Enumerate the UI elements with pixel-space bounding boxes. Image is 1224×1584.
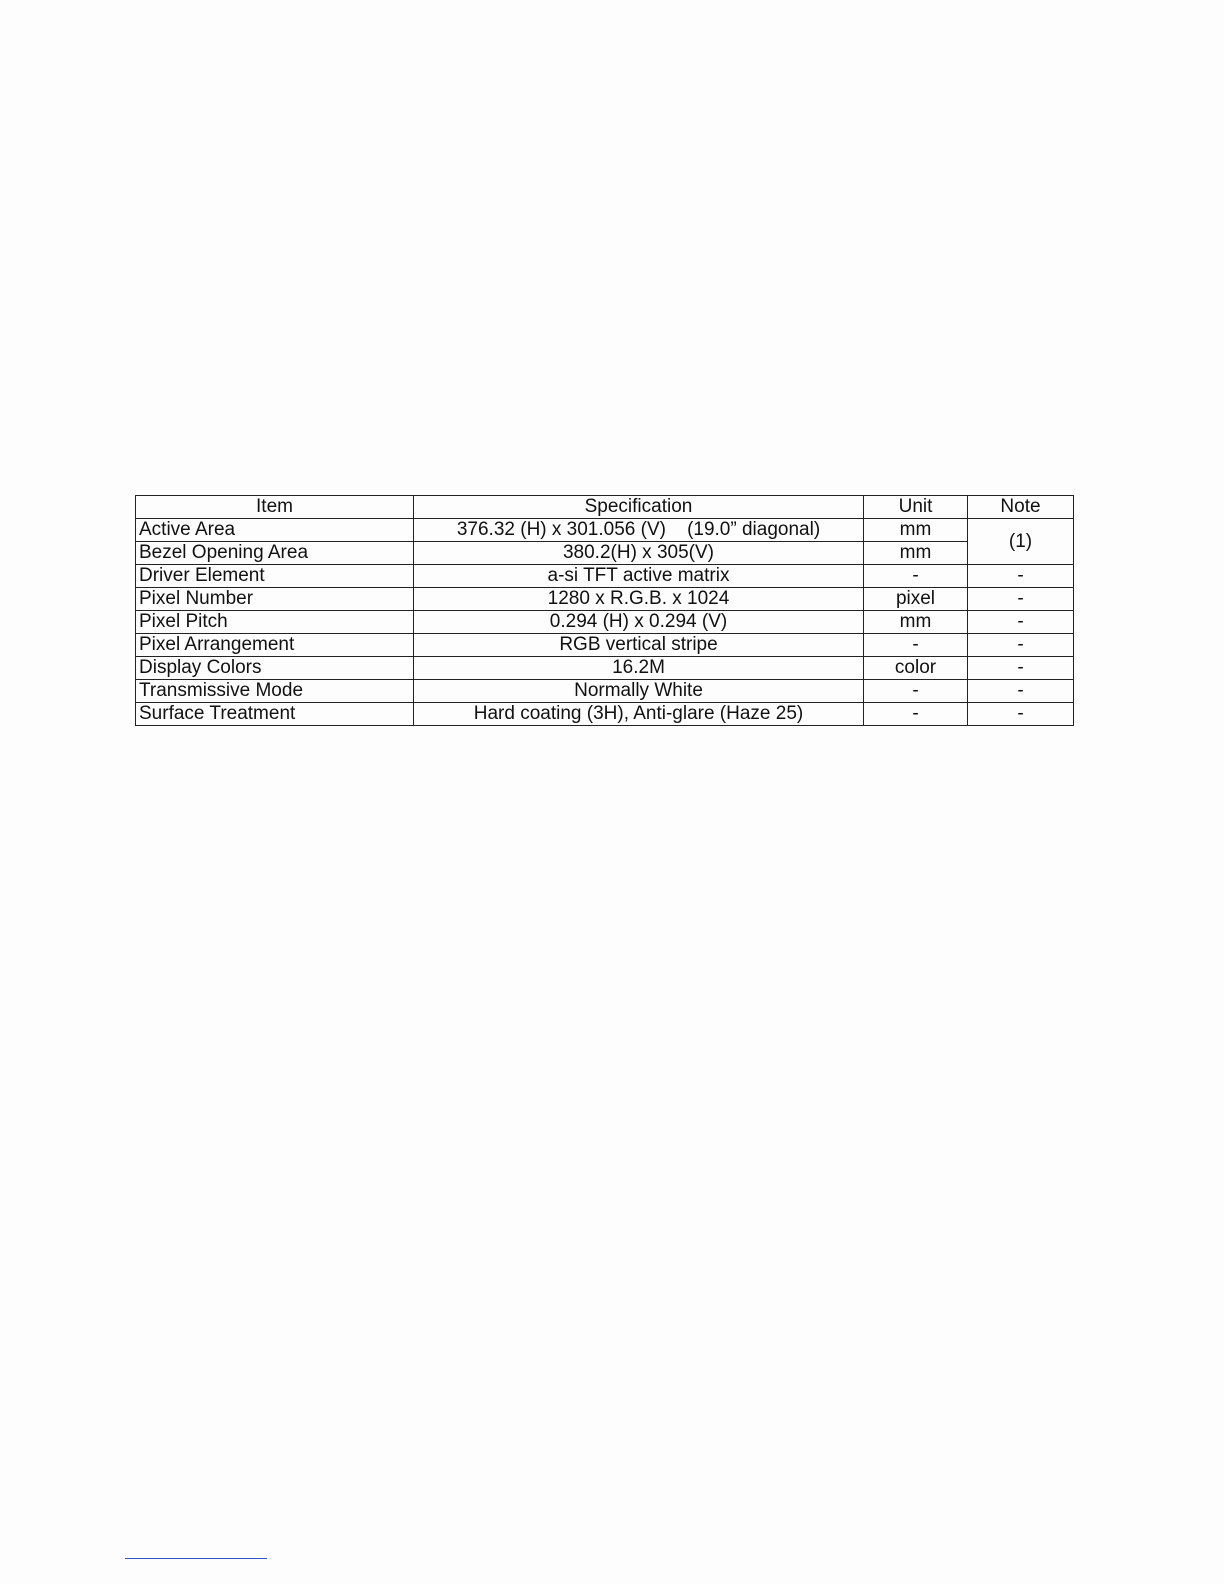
row-note: - <box>968 703 1074 726</box>
table-row <box>136 542 1074 565</box>
table-row <box>136 703 1074 726</box>
table-row <box>136 657 1074 680</box>
row-unit: mm <box>864 611 968 634</box>
row-unit: color <box>864 657 968 680</box>
row-specification: 376.32 (H) x 301.056 (V) (19.0” diagonal) <box>414 519 864 542</box>
row-unit: - <box>864 703 968 726</box>
row-unit: pixel <box>864 588 968 611</box>
footnote-separator <box>125 1558 267 1559</box>
header-note: Note <box>968 496 1074 519</box>
row-specification: 0.294 (H) x 0.294 (V) <box>414 611 864 634</box>
row-specification: a-si TFT active matrix <box>414 565 864 588</box>
row-unit: mm <box>864 519 968 542</box>
row-unit: mm <box>864 542 968 565</box>
row-specification: Hard coating (3H), Anti-glare (Haze 25) <box>414 703 864 726</box>
table-row <box>136 611 1074 634</box>
header-unit: Unit <box>864 496 968 519</box>
row-specification: 380.2(H) x 305(V) <box>414 542 864 565</box>
row-specification: RGB vertical stripe <box>414 634 864 657</box>
table-row <box>136 680 1074 703</box>
row-note: - <box>968 634 1074 657</box>
row-unit: - <box>864 634 968 657</box>
row-item: Transmissive Mode <box>136 680 414 703</box>
row-item: Driver Element <box>136 565 414 588</box>
row-note: - <box>968 680 1074 703</box>
row-item: Surface Treatment <box>136 703 414 726</box>
table-row <box>136 519 1074 542</box>
row-specification: 16.2M <box>414 657 864 680</box>
row-item: Pixel Arrangement <box>136 634 414 657</box>
row-item: Display Colors <box>136 657 414 680</box>
row-specification: Normally White <box>414 680 864 703</box>
specification-table <box>135 495 1074 726</box>
table-row <box>136 588 1074 611</box>
row-note: - <box>968 565 1074 588</box>
header-specification: Specification <box>414 496 864 519</box>
header-item: Item <box>136 496 414 519</box>
row-item: Active Area <box>136 519 414 542</box>
table-row <box>136 565 1074 588</box>
table-header-row <box>136 496 1074 519</box>
row-item: Pixel Number <box>136 588 414 611</box>
row-unit: - <box>864 565 968 588</box>
row-item: Pixel Pitch <box>136 611 414 634</box>
table-row <box>136 634 1074 657</box>
row-note: - <box>968 611 1074 634</box>
row-unit: - <box>864 680 968 703</box>
row-note: (1) <box>968 519 1074 565</box>
row-note: - <box>968 657 1074 680</box>
row-item: Bezel Opening Area <box>136 542 414 565</box>
row-note: - <box>968 588 1074 611</box>
row-specification: 1280 x R.G.B. x 1024 <box>414 588 864 611</box>
